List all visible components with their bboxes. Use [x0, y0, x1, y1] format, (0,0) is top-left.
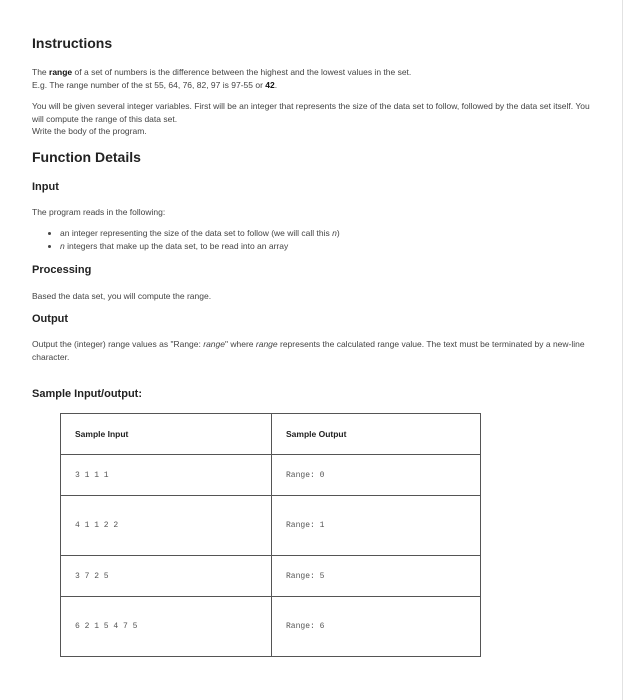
list-item: • n integers that make up the data set, to be read into an array: [60, 240, 340, 253]
sample-table: [60, 413, 481, 657]
page-right-border: [622, 0, 623, 700]
sample-input-cell: 3 7 2 5: [61, 556, 272, 597]
processing-heading: Processing: [32, 264, 92, 276]
sample-input-header: Sample Input: [61, 414, 272, 455]
sample-output-header: Sample Output: [272, 414, 481, 455]
input-list: [44, 227, 340, 252]
sample-output-cell: Range: 5: [272, 556, 481, 597]
output-text: Output the (integer) range values as "Range: range" where range represents the calculated range value. The text must be terminated by a new-line character.: [32, 339, 585, 362]
table-row: [61, 455, 481, 496]
sample-input-cell: 6 2 1 5 4 7 5: [61, 597, 272, 657]
sample-input-cell: 4 1 1 2 2: [61, 496, 272, 556]
instructions-paragraph: You will be given several integer variables. First will be an integer that represents the size of the data set to follow, followed by the data set itself. You will compute the range of this data set. Write the body of the program.: [32, 101, 590, 136]
output-heading: Output: [32, 313, 69, 325]
input-intro: The program reads in the following:: [32, 207, 166, 217]
table-row: [61, 597, 481, 657]
sample-heading: Sample Input/output:: [32, 388, 142, 400]
input-heading: Input: [32, 181, 59, 193]
processing-text: Based the data set, you will compute the range.: [32, 291, 212, 301]
sample-output-cell: Range: 0: [272, 455, 481, 496]
instructions-title: Instructions: [32, 35, 113, 51]
table-row: [61, 496, 481, 556]
sample-output-cell: Range: 6: [272, 597, 481, 657]
range-definition: The range of a set of numbers is the difference between the highest and the lowest values in the set. E.g. The range number of the st 55, 64, 76, 82, 97 is 97-55 or 42.: [32, 67, 412, 90]
sample-output-cell: Range: 1: [272, 496, 481, 556]
table-row: [61, 556, 481, 597]
list-item: • an integer representing the size of the data set to follow (we will call this n): [60, 227, 340, 240]
function-details-title: Function Details: [32, 149, 141, 165]
sample-input-cell: 3 1 1 1: [61, 455, 272, 496]
